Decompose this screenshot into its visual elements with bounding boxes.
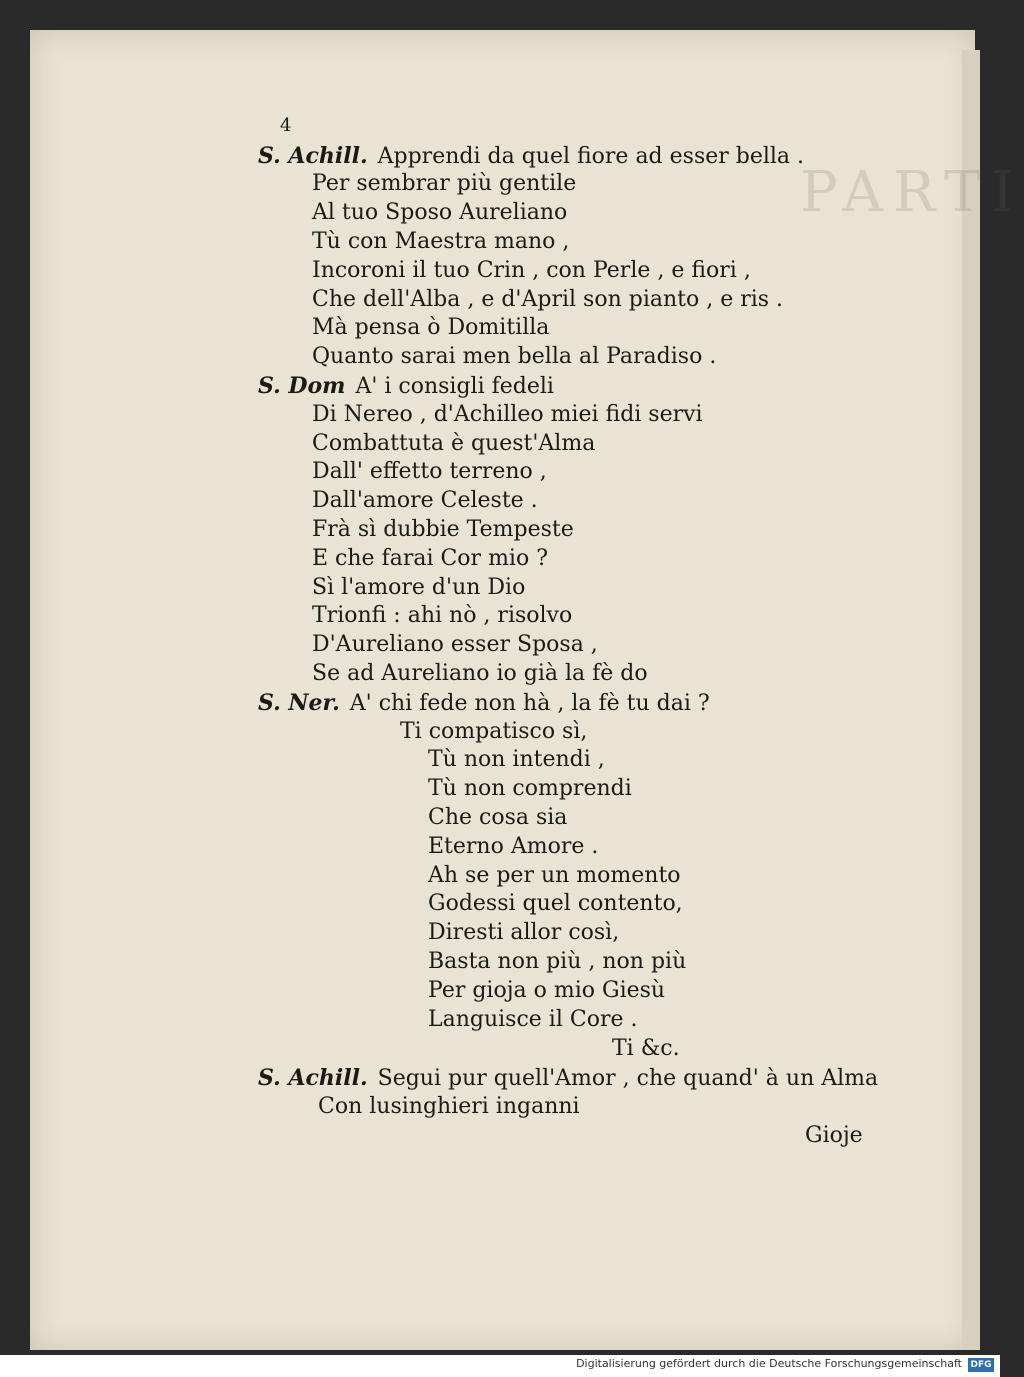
text-line: Quanto sarai men bella al Paradiso . (312, 344, 717, 369)
text-line: Tù non comprendi (428, 776, 632, 801)
text-line: Per sembrar più gentile (312, 171, 577, 196)
text-line: Languisce il Core . (428, 1007, 638, 1032)
text-line: E che farai Cor mio ? (312, 546, 548, 571)
text-line: Godessi quel contento, (428, 891, 683, 916)
text-line: Eterno Amore . (428, 834, 599, 859)
text-line: Per gioja o mio Giesù (428, 978, 666, 1003)
funding-credit: Digitalisierung gefördert durch die Deutsche Forschungsgemeinschaft (576, 1357, 962, 1370)
bleed-through-heading: PARTI (800, 160, 1024, 225)
facing-page-edge (962, 50, 980, 1350)
text-line: D'Aureliano esser Sposa , (312, 632, 598, 657)
text-line: Frà sì dubbie Tempeste (312, 517, 574, 542)
text-line: S. Achill. Apprendi da quel fiore ad esser bella . (258, 143, 805, 169)
text-line: Che cosa sia (428, 805, 568, 830)
dfg-logo: DFG (968, 1358, 994, 1372)
text-line: S. Ner. A' chi fede non hà , la fè tu dai ? (258, 690, 710, 716)
text-line: Ti compatisco sì, (400, 719, 588, 744)
text-line: Di Nereo , d'Achilleo miei fidi servi (312, 402, 703, 427)
catchword: Gioje (805, 1123, 863, 1148)
text-line: Al tuo Sposo Aureliano (312, 200, 568, 225)
text-line: Tù non intendi , (428, 747, 605, 772)
text-line: Trionfi : ahi nò , risolvo (312, 603, 573, 628)
text-line: Incoroni il tuo Crin , con Perle , e fiori , (312, 258, 751, 283)
text-line: S. Dom A' i consigli fedeli (258, 373, 554, 399)
text-line: Mà pensa ò Domitilla (312, 315, 550, 340)
text-line: Dall'amore Celeste . (312, 488, 538, 513)
text-line: Tù con Maestra mano , (312, 229, 570, 254)
text-line: Se ad Aureliano io già la fè do (312, 661, 648, 686)
text-line: S. Achill. Segui pur quell'Amor , che quand' à un Alma (258, 1065, 879, 1091)
text-line: Combattuta è quest'Alma (312, 431, 596, 456)
text-line: Sì l'amore d'un Dio (312, 575, 526, 600)
text-line: Basta non più , non più (428, 949, 687, 974)
page-number: 4 (280, 115, 292, 136)
text-line: Dall' effetto terreno , (312, 459, 547, 484)
text-line: Con lusinghieri inganni (318, 1094, 580, 1119)
text-line: Ti &c. (612, 1036, 680, 1061)
text-line: Ah se per un momento (428, 863, 681, 888)
text-line: Diresti allor così, (428, 920, 620, 945)
footer-bar (0, 1355, 1000, 1377)
text-line: Che dell'Alba , e d'April son pianto , e ris . (312, 287, 784, 312)
